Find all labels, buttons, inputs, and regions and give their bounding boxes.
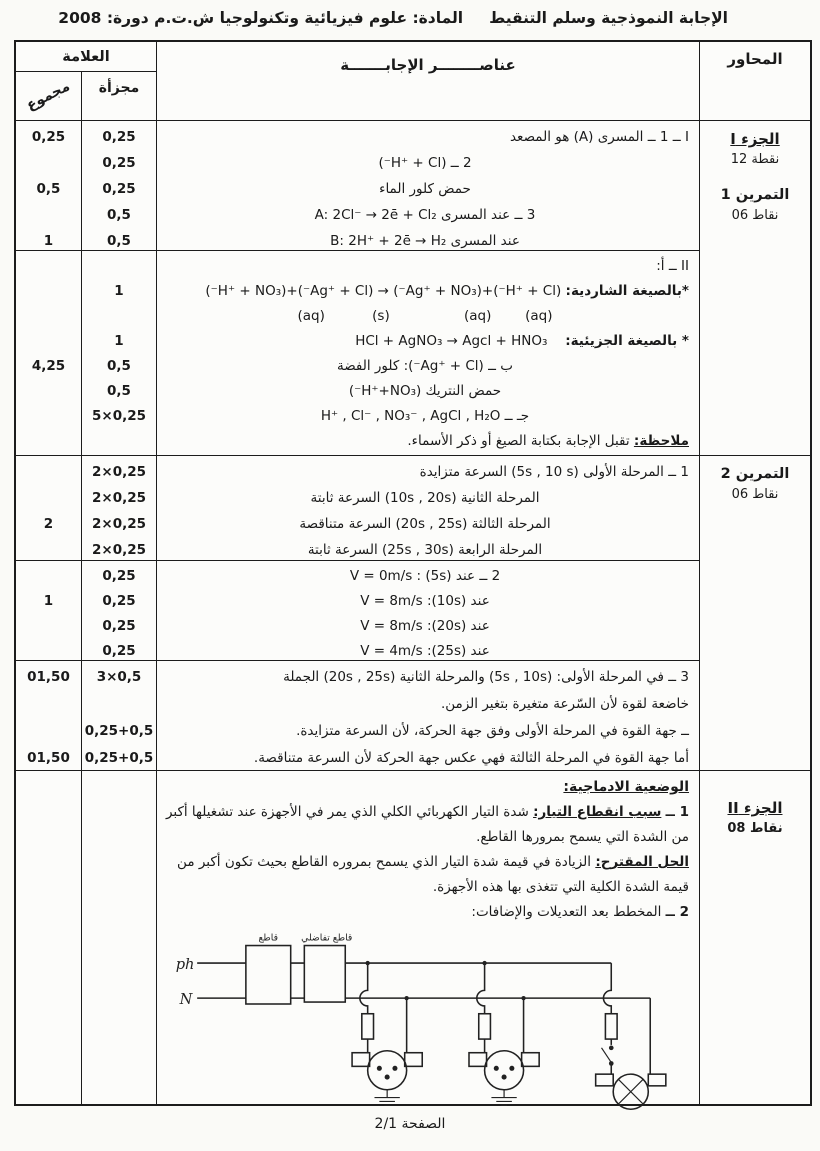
total-mark xyxy=(16,379,81,404)
axes-part2 xyxy=(700,770,810,1104)
differential-breaker-box xyxy=(304,946,345,1003)
total-mark: 0,25 xyxy=(31,129,66,145)
total-mark: 01,50 xyxy=(27,669,70,685)
partial-mark: 1 xyxy=(114,283,124,299)
lamp-cross xyxy=(618,1079,643,1104)
total-mark: 01,50 xyxy=(27,750,70,766)
answer-line: 1 ــ المرحلة الأولى (5s , 10 s) السرعة متزايدة xyxy=(419,464,689,480)
q2-text: المخطط بعد التعديلات والإضافات: xyxy=(471,904,662,920)
partial-marks-cell xyxy=(82,120,157,250)
part1-title: الجزء I xyxy=(730,130,780,148)
q2-number: 2 ــ xyxy=(665,904,689,920)
page-number: الصفحة 2/1 xyxy=(374,1116,446,1132)
total-mark xyxy=(16,691,81,718)
answer-line: عند (10s): V = 8m/s xyxy=(360,593,490,609)
socket-pin xyxy=(392,1066,397,1071)
partial-mark: 0,25 xyxy=(102,593,136,609)
answer-line: المرحلة الثالثة (20s , 25s) السرعة متناقصة xyxy=(299,516,551,532)
part2-title: الجزء II xyxy=(727,799,783,817)
socket-pin xyxy=(494,1066,499,1071)
partial-mark: 0,25 xyxy=(102,129,136,145)
branch1-phase-drop xyxy=(360,963,368,1014)
answer-line: I ــ 1 ــ المسرى (A) هو المصعد xyxy=(509,129,689,145)
total-mark xyxy=(16,614,81,639)
total-column-header: مجموع xyxy=(16,72,82,120)
axes-part1 xyxy=(700,120,810,455)
total-marks-cell xyxy=(16,560,82,660)
total-mark xyxy=(16,329,81,354)
answer-line: حمض النتريك (H⁺+NO₃⁻) xyxy=(348,383,502,399)
socket-earth-pin xyxy=(385,1075,390,1080)
answer-line: * بالصيغة الجزيئية: HCl + AgNO₃ → Agcl + HNO₃ xyxy=(355,333,689,349)
answer-line: عند المسرى B: 2H⁺ + 2ē → H₂ xyxy=(330,233,520,249)
mark-header-label: العلامة xyxy=(16,42,156,72)
integrative-situation-heading: الوضعية الادماجية: xyxy=(563,779,689,795)
axes-header: المحاور xyxy=(727,50,783,68)
marking-scheme-table xyxy=(14,40,812,1106)
exercise1-points: 06 نقاط xyxy=(731,208,779,223)
partial-mark: 0,25 xyxy=(102,155,136,171)
lamp-left-tab xyxy=(596,1074,614,1086)
fuse-icon xyxy=(605,1014,617,1039)
total-mark: 1 xyxy=(43,593,54,609)
ground-icon xyxy=(491,1090,516,1106)
part1-points: 12 نقطة xyxy=(730,152,780,167)
answer-line: جـ ــ H⁺ , Cl⁻ , NO₃⁻ , AgCl , H₂O xyxy=(320,408,530,424)
title-subject-session: المادة: علوم فيزيائية وتكنولوجيا ش.ت.م دورة: 2008 xyxy=(58,9,464,27)
answer-content-cell xyxy=(157,120,700,250)
socket-left-tab xyxy=(352,1053,370,1067)
answer-content-cell xyxy=(157,455,700,560)
switch-blade-icon xyxy=(602,1048,612,1063)
title-scheme: الإجابة النموذجية وسلم التنقيط xyxy=(489,9,728,27)
exercise2-points: 06 نقاط xyxy=(731,487,779,502)
total-marks-cell xyxy=(16,120,82,250)
lamp-right-tab xyxy=(648,1074,666,1086)
partial-mark: 1 xyxy=(114,333,124,349)
total-mark xyxy=(16,202,81,228)
socket-icon xyxy=(485,1051,524,1090)
partial-mark: 0,25 xyxy=(102,618,136,634)
partial-mark: 0,25 xyxy=(102,181,136,197)
partial-mark: 0,25 xyxy=(102,568,136,584)
partial-mark: 0,5 xyxy=(107,233,131,249)
neutral-label: N xyxy=(179,991,193,1008)
exercise1-title: التمرين 1 xyxy=(720,187,790,203)
answer-line: (aq) (aq) (s) (aq) xyxy=(297,308,553,324)
answer-line: ملاحظة: تقبل الإجابة بكتابة الصيغ أو ذكر الأسماء. xyxy=(407,433,689,449)
axes-exercise2 xyxy=(700,455,810,770)
partial-mark: 2×0,25 xyxy=(91,490,146,506)
partial-mark xyxy=(82,691,156,718)
partial-mark: 2×0,25 xyxy=(91,516,146,532)
q1-paragraph xyxy=(163,800,689,850)
partial-mark: 0,25+0,5 xyxy=(84,723,154,739)
total-mark xyxy=(16,459,81,485)
answer-line: 3 ــ في المرحلة الأولى: (5s , 10s) والمرحلة الثانية (20s , 25s) الجملة xyxy=(283,669,689,685)
circuit-diagram xyxy=(167,928,689,1118)
breaker-label: قاطع xyxy=(258,932,279,944)
solution-text: الزيادة في قيمة شدة التيار الذي يسمح بمروره القاطع بحيث تكون أكبر من قيمة الشدة الكلية التي تتغذى بها هذه الأجهزة. xyxy=(177,854,689,895)
total-mark: 1 xyxy=(43,233,54,249)
total-mark xyxy=(16,485,81,511)
socket-right-tab xyxy=(405,1053,423,1067)
partial-mark: 0,5 xyxy=(107,358,131,374)
partial-marks-cell-empty xyxy=(82,770,157,1104)
exercise2-title: التمرين 2 xyxy=(720,466,790,482)
total-marks-cell-empty xyxy=(16,770,82,1104)
answer-line-label: *بالصيغة الشاردية: xyxy=(565,283,689,299)
answer-line: المرحلة الرابعة (25s , 30s) السرعة ثابتة xyxy=(307,542,543,558)
q2-paragraph xyxy=(163,900,689,925)
answer-line: ب ــ (Ag⁺ + Cl⁻): كلور الفضة xyxy=(336,358,514,374)
partial-mark xyxy=(82,254,156,279)
partial-mark: 2×0,25 xyxy=(91,542,146,558)
document-title xyxy=(40,9,728,27)
partial-mark: 2×0,25 xyxy=(91,464,146,480)
integrative-situation-cell xyxy=(157,770,700,1104)
socket-right-tab xyxy=(522,1053,540,1067)
breaker-box xyxy=(246,946,291,1004)
answer-line: المرحلة الثانية (10s , 20s) السرعة ثابتة xyxy=(310,490,540,506)
part2-points: 08 نقاط xyxy=(727,821,783,836)
answer-content-cell xyxy=(157,660,700,770)
answer-line: خاضعة لقوة لأن السّرعة متغيرة بتغير الزمن. xyxy=(440,696,689,712)
partial-mark xyxy=(82,304,156,329)
switch-contact xyxy=(609,1046,614,1051)
branch3-phase-drop xyxy=(603,963,611,1014)
partial-marks-cell xyxy=(82,660,157,770)
marks-header xyxy=(16,42,157,120)
answer-line: حمض كلور الماء xyxy=(379,181,471,197)
total-mark xyxy=(16,718,81,745)
answer-line: 3 ــ عند المسرى A: 2Cl⁻ → 2ē + Cl₂ xyxy=(314,207,536,223)
total-marks-cell xyxy=(16,660,82,770)
socket-pin xyxy=(509,1066,514,1071)
switch-contact xyxy=(609,1061,614,1066)
partial-mark: 0,5 xyxy=(107,383,131,399)
answer-line: ــ جهة القوة في المرحلة الأولى وفق جهة الحركة، لأن السرعة متزايدة. xyxy=(296,723,689,739)
socket-icon xyxy=(368,1051,407,1090)
answer-line-label: ملاحظة: xyxy=(633,433,689,449)
total-mark xyxy=(16,304,81,329)
answer-line: 2 ــ (H⁺ + Cl⁻) xyxy=(378,155,472,171)
partial-mark xyxy=(82,429,156,454)
partial-mark: 0,25+0,5 xyxy=(84,750,154,766)
differential-breaker-label: قاطع تفاضلي xyxy=(301,932,353,944)
partial-mark: 0,25 xyxy=(102,643,136,659)
fuse-icon xyxy=(479,1014,491,1039)
q1-number: 1 ــ xyxy=(665,804,689,820)
phase-label: ph xyxy=(175,955,195,973)
answer-line-label: * بالصيغة الجزيئية: xyxy=(565,333,689,349)
partial-mark: 5×0,25 xyxy=(91,408,146,424)
answer-line: *بالصيغة الشاردية: (H⁺ + Cl⁻)+(Ag⁺ + NO₃⁻) → (Ag⁺ + Cl⁻)+(H⁺ + NO₃⁻) xyxy=(205,283,689,299)
partial-mark: 3×0,5 xyxy=(96,669,142,685)
solution-label: الحل المقترح: xyxy=(595,854,689,870)
ground-icon xyxy=(374,1090,399,1106)
total-marks-cell xyxy=(16,250,82,455)
total-mark xyxy=(16,404,81,429)
q1-label: سبب انقطاع التيار: xyxy=(533,804,662,820)
answer-line: 2 ــ عند (5s) : V = 0m/s xyxy=(349,568,501,584)
answer-content-cell xyxy=(157,250,700,455)
partial-mark: 0,5 xyxy=(107,207,131,223)
total-mark: 2 xyxy=(43,516,54,532)
answer-content-cell xyxy=(157,560,700,660)
partial-marks-cell xyxy=(82,560,157,660)
answer-elements-header: عناصــــــــر الإجابـــــــة xyxy=(157,42,700,120)
partial-column-header: مجزأة xyxy=(98,80,140,96)
answer-line: عند (25s): V = 4m/s xyxy=(360,643,490,659)
answer-line: II ــ أ: xyxy=(656,258,689,274)
total-marks-cell xyxy=(16,455,82,560)
inter-breaker-wires xyxy=(291,963,305,998)
answer-line: عند (20s): V = 8m/s xyxy=(360,618,490,634)
total-mark: 0,5 xyxy=(36,181,61,197)
total-mark xyxy=(16,150,81,176)
socket-left-tab xyxy=(469,1053,487,1067)
partial-marks-cell xyxy=(82,455,157,560)
branch2-phase-drop xyxy=(477,963,485,1014)
fuse-icon xyxy=(362,1014,374,1039)
partial-marks-cell xyxy=(82,250,157,455)
circuit-diagram-svg xyxy=(167,928,695,1118)
q1-text: شدة التيار الكهربائي الكلي الذي يمر في الأجهزة عند تشغيلها أكبر من الشدة التي يسمح بمرورها القاطع. xyxy=(165,804,689,845)
total-mark xyxy=(16,279,81,304)
socket-pin xyxy=(377,1066,382,1071)
total-mark xyxy=(16,254,81,279)
socket-earth-pin xyxy=(502,1075,507,1080)
total-mark xyxy=(16,429,81,454)
total-mark xyxy=(16,564,81,589)
answer-line: أما جهة القوة في المرحلة الثالثة فهي عكس جهة الحركة لأن السرعة متناقصة. xyxy=(253,750,689,766)
solution-paragraph xyxy=(163,850,689,900)
total-mark: 4,25 xyxy=(31,358,66,374)
